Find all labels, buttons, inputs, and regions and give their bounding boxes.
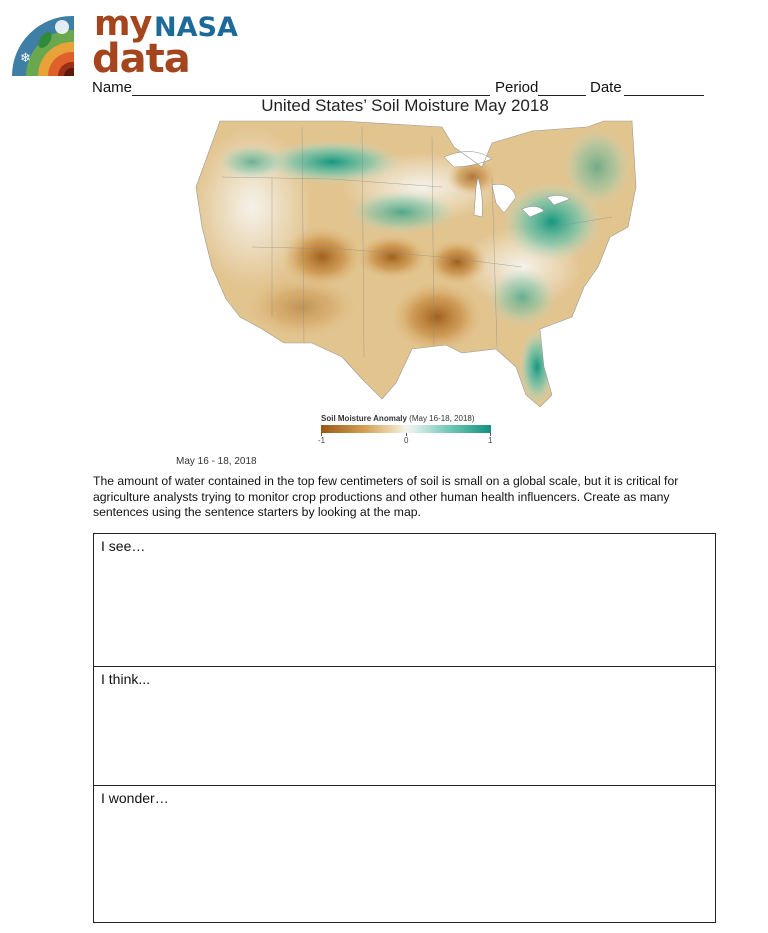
us-soil-moisture-map-image [192, 117, 638, 413]
legend-title-bold: Soil Moisture Anomaly [321, 414, 407, 423]
i-see-prompt: I see… [101, 538, 146, 554]
logo-nasa-text: NASA [154, 12, 238, 43]
legend-color-bar [321, 425, 491, 433]
i-think-prompt: I think... [101, 671, 151, 687]
svg-text:❄: ❄ [20, 51, 31, 66]
i-wonder-prompt: I wonder… [101, 790, 169, 806]
period-label: Period [495, 79, 539, 96]
worksheet-title: United States’ Soil Moisture May 2018 [261, 96, 549, 115]
legend-tick-label-mid: 0 [404, 436, 409, 445]
logo-my-text: my [94, 4, 152, 44]
instructions-paragraph: The amount of water contained in the top few centimeters of soil is small on a global scale, but it is critical for agriculture analysts trying to monitor crop productions and other human health influencers. Create as many sentences using the sentence starters by looking at the map. [93, 474, 679, 519]
i-wonder-response-box[interactable] [93, 785, 716, 923]
i-think-response-box[interactable] [93, 666, 716, 786]
map-date-caption: May 16 - 18, 2018 [176, 456, 257, 467]
soil-moisture-map [192, 117, 638, 413]
date-label: Date [590, 79, 622, 96]
legend-title-dates: (May 16-18, 2018) [409, 414, 475, 423]
logo-emblem-icon [12, 14, 86, 80]
map-legend [316, 412, 496, 448]
logo-data-text: data [92, 36, 190, 82]
mynasadata-logo [12, 4, 244, 82]
i-see-response-box[interactable] [93, 533, 716, 667]
legend-tick-label-max: 1 [488, 436, 493, 445]
legend-title [321, 414, 475, 423]
legend-tick-label-min: -1 [318, 436, 326, 445]
name-label: Name [92, 79, 133, 96]
